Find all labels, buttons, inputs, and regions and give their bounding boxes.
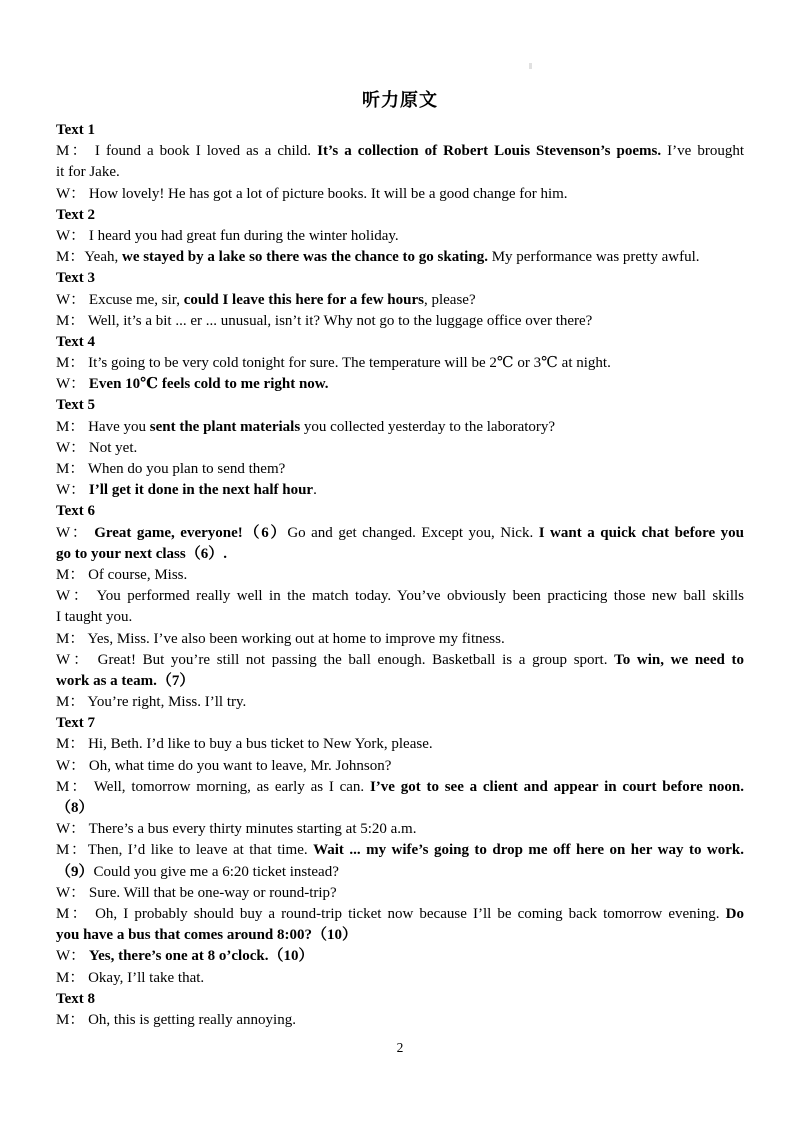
bold-text-run: go to your next class（6）. [56,545,227,562]
bold-text-run: work as a team.（7） [56,672,195,689]
bold-text-run: you have a bus that comes around 8:00?（10） [56,927,358,944]
text-run: W： You performed really well in the match today. You’ve obviously been practicing those new ball skills [56,588,744,605]
page-number: 2 [396,1040,404,1055]
text-run: Go and get changed. Except you, Nick. [287,524,539,541]
bold-text-run: Text 3 [56,270,96,287]
text-run: W： There’s a bus every thirty minutes starting at 5:20 a.m. [56,821,417,838]
transcript-line [56,819,744,840]
bold-text-run: Even 10℃ feels cold to me right now. [88,376,329,393]
text-run: M： I found a book I loved as a child. [56,143,318,160]
transcript-line [56,417,744,438]
transcript-line [56,840,744,861]
page-title: 听力原文 [362,90,438,110]
transcript-line [56,438,744,459]
bold-text-run: Do [725,905,744,922]
bold-text-run: Text 2 [56,206,96,223]
bold-text-run: Text 1 [56,122,96,138]
text-run: W： Great! But you’re still not passing the ball enough. Basketball is a group sport. [56,651,615,668]
section-heading [56,713,744,734]
transcript-line [56,1010,744,1031]
bold-text-run: （9） [56,863,94,880]
bold-text-run: we stayed by a lake so there was the chance to go skating. [121,249,488,266]
bold-text-run: Text 4 [56,333,96,350]
transcript-line [56,734,744,755]
transcript-line [56,523,744,544]
transcript-line [56,946,744,967]
text-run: M： Well, it’s a bit ... er ... unusual, isn’t it? Why not go to the luggage office over there? [56,312,593,329]
bold-text-run: （8） [56,800,94,816]
transcript-line [56,480,744,501]
text-run: Could you give me a 6:20 ticket instead? [93,863,339,880]
text-run: W： How lovely! He has got a lot of picture books. It will be a good change for him. [56,185,568,202]
bold-text-run: Great game, everyone!（6） [94,524,288,541]
bold-text-run: I’ll get it done in the next half hour [88,482,314,499]
text-run: I taught you. [56,609,133,626]
text-run: M： Okay, I’ll take that. [56,969,205,986]
text-run: it for Jake. [56,164,120,181]
transcript-line [56,586,744,607]
transcript-line [56,374,744,395]
transcript-line [56,671,744,692]
transcript-line [56,883,744,904]
section-heading [56,395,744,416]
transcript-line [56,862,744,883]
bold-text-run: Text 5 [56,397,96,414]
text-run: M： When do you plan to send them? [56,461,286,477]
text-run: M： You’re right, Miss. I’ll try. [56,694,247,711]
bold-text-run: could I leave this here for a few hours [183,291,424,308]
bold-text-run: I’ve got to see a client and appear in court before noon. [369,778,744,795]
transcript-line [56,756,744,777]
transcript-line [56,968,744,989]
text-run: M： Oh, I probably should buy a round-trip ticket now because I’ll be coming back tomorrow evening. [56,905,726,922]
text-run: W： [56,376,89,393]
text-run: M： Have you [56,418,150,435]
text-run: M：Yeah, [56,249,122,266]
bold-text-run: Text 6 [56,503,96,520]
transcript-line [56,629,744,650]
text-run: W： Excuse me, sir, [56,291,184,308]
transcript-line [56,777,744,798]
text-run: M： Yes, Miss. I’ve also been working out at home to improve my fitness. [56,630,505,647]
transcript-line [56,925,744,946]
section-heading [56,332,744,353]
bold-text-run: Text 7 [56,715,96,732]
bold-text-run: Wait ... my wife’s going to drop me off here on her way to work. [313,842,744,859]
text-run: W： Not yet. [56,439,138,456]
text-run: I’ve brought [661,143,745,160]
text-run: W： [56,948,89,965]
transcript-line [56,184,744,205]
transcript-line [56,141,744,162]
text-run: , please? [423,291,476,308]
transcript-line [56,226,744,247]
transcript-line [56,247,744,268]
text-run: My performance was pretty awful. [487,249,700,266]
text-run: W： [56,524,95,541]
scan-artifact [529,63,532,69]
transcript-line [56,353,744,374]
section-heading [56,120,744,141]
text-run: M： Hi, Beth. I’d like to buy a bus ticket to New York, please. [56,736,433,753]
transcript-line [56,565,744,586]
document-body [56,120,744,1031]
transcript-line [56,311,744,332]
text-run: M： It’s going to be very cold tonight for sure. The temperature will be 2℃ or 3℃ at night. [56,355,611,372]
section-heading [56,268,744,289]
transcript-line [56,162,744,183]
bold-text-run: To win, we need to [614,651,744,668]
text-run: W： Oh, what time do you want to leave, Mr. Johnson? [56,757,392,774]
bold-text-run: I want a quick chat before you [538,524,744,541]
section-heading [56,501,744,522]
section-heading [56,989,744,1010]
text-run: W： I heard you had great fun during the winter holiday. [56,227,399,244]
transcript-line [56,459,744,480]
text-run: W： Sure. Will that be one-way or round-trip? [56,884,337,901]
bold-text-run: Yes, there’s one at 8 o’clock.（10） [88,948,314,965]
transcript-line [56,607,744,628]
bold-text-run: It’s a collection of Robert Louis Stevenson’s poems. [317,143,662,160]
section-heading [56,205,744,226]
text-run: M： Well, tomorrow morning, as early as I can. [56,778,370,795]
text-run: M： Of course, Miss. [56,566,188,583]
text-run: M： Oh, this is getting really annoying. [56,1011,296,1028]
text-run: M：Then, I’d like to leave at that time. [56,842,314,859]
transcript-line [56,290,744,311]
transcript-line [56,650,744,671]
transcript-line [56,544,744,565]
bold-text-run: Text 8 [56,990,96,1007]
text-run: W： [56,482,89,499]
transcript-line [56,692,744,713]
text-run: . [313,482,317,499]
text-run: you collected yesterday to the laboratory? [300,418,556,435]
bold-text-run: sent the plant materials [149,418,301,435]
transcript-line [56,798,744,819]
transcript-line [56,904,744,925]
